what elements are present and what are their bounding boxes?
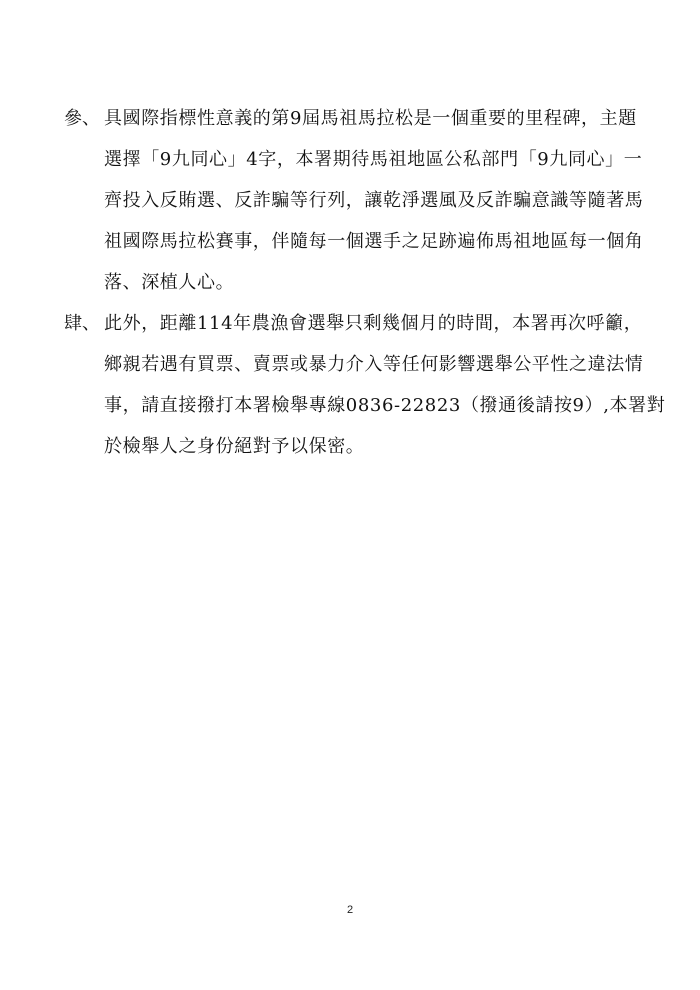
page-number: 2 [346,904,354,916]
paragraph-marker: 參、 [64,108,100,129]
paragraph-line: 於檢舉人之身份絕對予以保密。 [104,436,365,457]
paragraph-line: 事，請直接撥打本署檢舉專線0836-22823（撥通後請按9）,本署對 [104,395,666,416]
paragraph-line: 選擇「9九同心」4字，本署期待馬祖地區公私部門「9九同心」一 [104,149,643,170]
paragraph-marker: 肆、 [64,313,100,334]
paragraph-line: 落、深植人心。 [104,272,235,293]
paragraph-3 [64,98,644,303]
paragraph-line: 此外，距離114年農漁會選舉只剩幾個月的時間，本署再次呼籲， [104,313,643,334]
paragraph-line: 祖國際馬拉松賽事，伴隨每一個選手之足跡遍佈馬祖地區每一個角 [104,231,644,252]
paragraph-line: 齊投入反賄選、反詐騙等行列，讓乾淨選風及反詐騙意識等隨著馬 [104,190,644,211]
paragraph-line: 具國際指標性意義的第9屆馬祖馬拉松是一個重要的里程碑，主題 [104,108,637,129]
paragraph-line: 鄉親若遇有買票、賣票或暴力介入等任何影響選舉公平性之違法情 [104,354,644,375]
paragraph-4 [64,303,666,467]
